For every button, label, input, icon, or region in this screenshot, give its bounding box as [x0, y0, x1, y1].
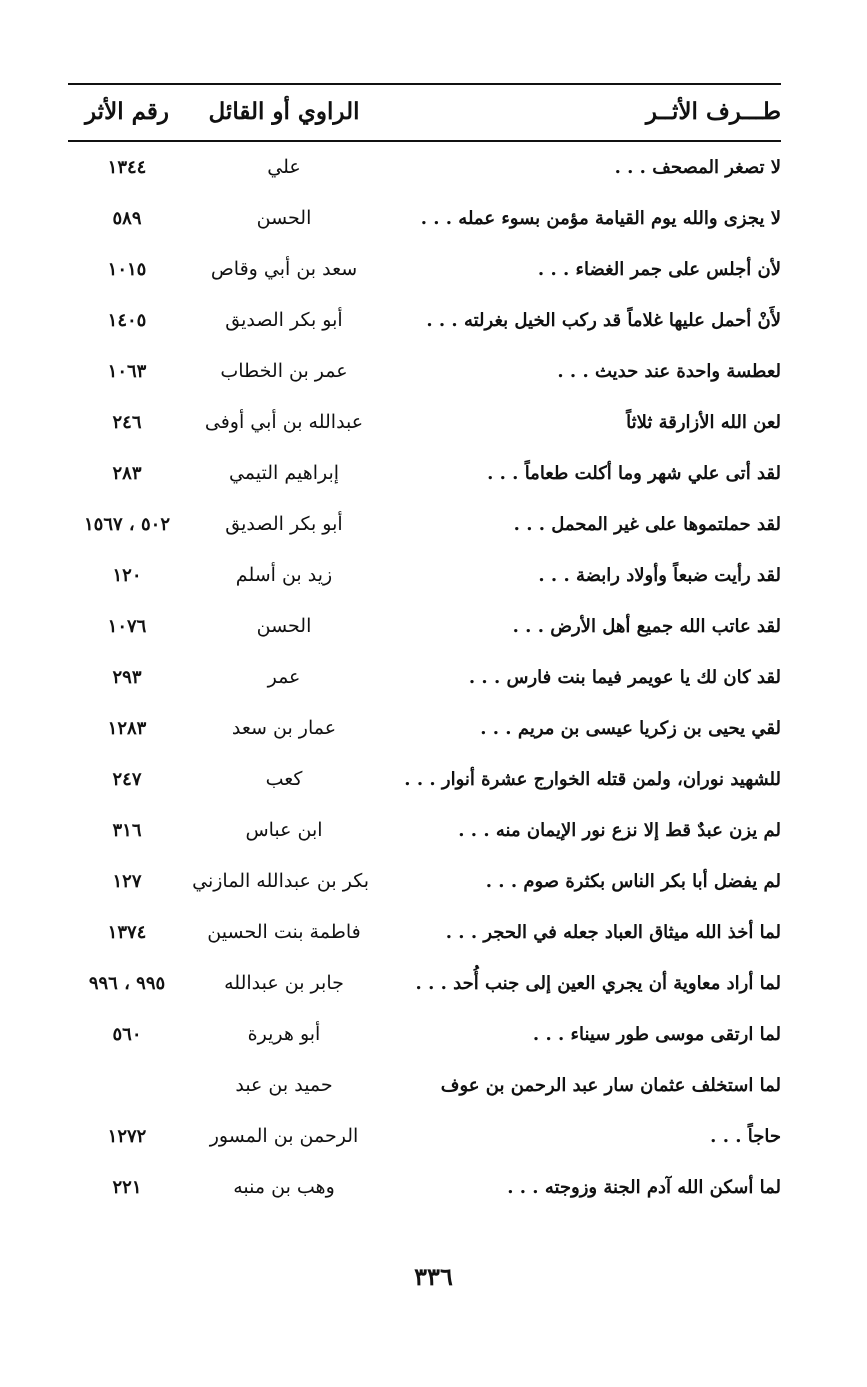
row-number: ١٠٦٣ — [107, 361, 147, 382]
row-narrator: فاطمة بنت الحسين — [207, 921, 361, 943]
row-phrase: لأن أجلس على جمر الغضاء . . . — [537, 259, 781, 280]
row-phrase: لقد حملتموها على غير المحمل . . . — [513, 514, 781, 535]
table-row — [68, 652, 781, 703]
row-phrase: لما استخلف عثمان سار عبد الرحمن بن عوف — [440, 1075, 781, 1096]
row-narrator: جابر بن عبدالله — [224, 972, 344, 994]
table-row — [68, 346, 781, 397]
table-row — [68, 295, 781, 346]
row-phrase: لقي يحيى بن زكريا عيسى بن مريم . . . — [480, 718, 781, 739]
row-narrator: عمار بن سعد — [231, 717, 337, 739]
row-phrase: لما أسكن الله آدم الجنة وزوجته . . . — [507, 1177, 781, 1198]
table-row — [68, 142, 781, 193]
row-narrator: بكر بن عبدالله المازني — [192, 870, 369, 892]
row-number: ٥٨٩ — [112, 208, 142, 229]
row-number: ١٤٠٥ — [107, 310, 147, 331]
row-phrase: للشهيد نوران، ولمن قتله الخوارج عشرة أنوار . . . — [404, 769, 781, 790]
table-row — [68, 397, 781, 448]
row-number: ١٠٧٦ — [107, 616, 147, 637]
row-narrator: الحسن — [256, 207, 312, 229]
table-row — [68, 499, 781, 550]
top-rule — [68, 83, 781, 85]
row-phrase: لم يزن عبدٌ قط إلا نزع نور الإيمان منه . . . — [458, 820, 781, 841]
table-row — [68, 754, 781, 805]
row-phrase: لقد عاتب الله جميع أهل الأرض . . . — [512, 616, 781, 637]
table-row — [68, 958, 781, 1009]
table-row — [68, 193, 781, 244]
row-narrator: علي — [267, 156, 301, 178]
row-phrase: لقد كان لك يا عويمر فيما بنت فارس . . . — [468, 667, 781, 688]
row-number: ٥٠٢ ، ١٥٦٧ — [83, 514, 171, 535]
row-narrator: عبدالله بن أبي أوفى — [204, 411, 364, 433]
row-number: ٢٤٦ — [112, 412, 142, 433]
row-narrator: الرحمن بن المسور — [209, 1125, 359, 1147]
row-narrator: أبو بكر الصديق — [225, 513, 343, 535]
table-row — [68, 907, 781, 958]
table-row — [68, 244, 781, 295]
index-table — [68, 142, 781, 1214]
header-number: رقم الأثر — [84, 98, 169, 125]
row-narrator: أبو بكر الصديق — [225, 309, 343, 331]
header-narrator: الراوي أو القائل — [208, 98, 360, 125]
row-narrator: وهب بن منبه — [233, 1176, 335, 1198]
row-narrator: ابن عباس — [245, 819, 323, 841]
table-row — [68, 703, 781, 754]
header-phrase: طـــرف الأثــر — [645, 98, 781, 125]
table-row — [68, 448, 781, 499]
row-phrase: لأَنْ أحمل عليها غلاماً قد ركب الخيل بغرلته . . . — [426, 310, 781, 331]
row-narrator: عمر — [267, 666, 301, 688]
table-row — [68, 1162, 781, 1213]
table-row — [68, 1060, 781, 1111]
row-narrator: كعب — [265, 768, 303, 790]
row-number: ٢٢١ — [112, 1177, 142, 1198]
row-narrator: حميد بن عبد — [235, 1074, 333, 1096]
row-phrase: لما أخذ الله ميثاق العباد جعله في الحجر . . . — [445, 922, 781, 943]
row-phrase: لا يجزى والله يوم القيامة مؤمن بسوء عمله . . . — [420, 208, 781, 229]
row-number: ٢٨٣ — [112, 463, 142, 484]
row-number: ١٢٧٢ — [107, 1126, 147, 1147]
row-number: ١٢٠ — [112, 565, 142, 586]
table-row — [68, 856, 781, 907]
page-number: ٣٣٦ — [414, 1262, 453, 1291]
row-phrase: لعن الله الأزارقة ثلاثاً — [626, 412, 781, 433]
table-header — [68, 92, 781, 136]
row-narrator: أبو هريرة — [247, 1023, 321, 1045]
table-row — [68, 601, 781, 652]
row-number: ٢٤٧ — [112, 769, 142, 790]
row-number: ١٢٨٣ — [107, 718, 147, 739]
row-number: ١٣٧٤ — [107, 922, 147, 943]
row-phrase: لا تصغر المصحف . . . — [614, 157, 781, 178]
row-phrase: لما ارتقى موسى طور سيناء . . . — [532, 1024, 781, 1045]
row-phrase: لقد رأيت ضبعاً وأولاد رابضة . . . — [538, 565, 781, 586]
table-row — [68, 1111, 781, 1162]
row-number: ١٠١٥ — [107, 259, 147, 280]
row-narrator: زيد بن أسلم — [235, 564, 333, 586]
table-row — [68, 805, 781, 856]
row-number: ١٢٧ — [112, 871, 142, 892]
row-phrase: لقد أتى علي شهر وما أكلت طعاماً . . . — [487, 463, 781, 484]
row-narrator: إبراهيم التيمي — [228, 462, 340, 484]
row-narrator: الحسن — [256, 615, 312, 637]
row-number: ١٣٤٤ — [107, 157, 147, 178]
row-number: ٣١٦ — [112, 820, 142, 841]
row-number: ٥٦٠ — [112, 1024, 142, 1045]
table-row — [68, 1009, 781, 1060]
row-phrase: لعطسة واحدة عند حديث . . . — [557, 361, 781, 382]
row-phrase: حاجاً . . . — [710, 1126, 781, 1147]
row-phrase: لما أراد معاوية أن يجري العين إلى جنب أُحد . . . — [415, 973, 781, 994]
row-narrator: عمر بن الخطاب — [220, 360, 348, 382]
row-narrator: سعد بن أبي وقاص — [210, 258, 358, 280]
row-number: ٩٩٥ ، ٩٩٦ — [88, 973, 166, 994]
row-phrase: لم يفضل أبا بكر الناس بكثرة صوم . . . — [485, 871, 781, 892]
table-row — [68, 550, 781, 601]
row-number: ٢٩٣ — [112, 667, 142, 688]
